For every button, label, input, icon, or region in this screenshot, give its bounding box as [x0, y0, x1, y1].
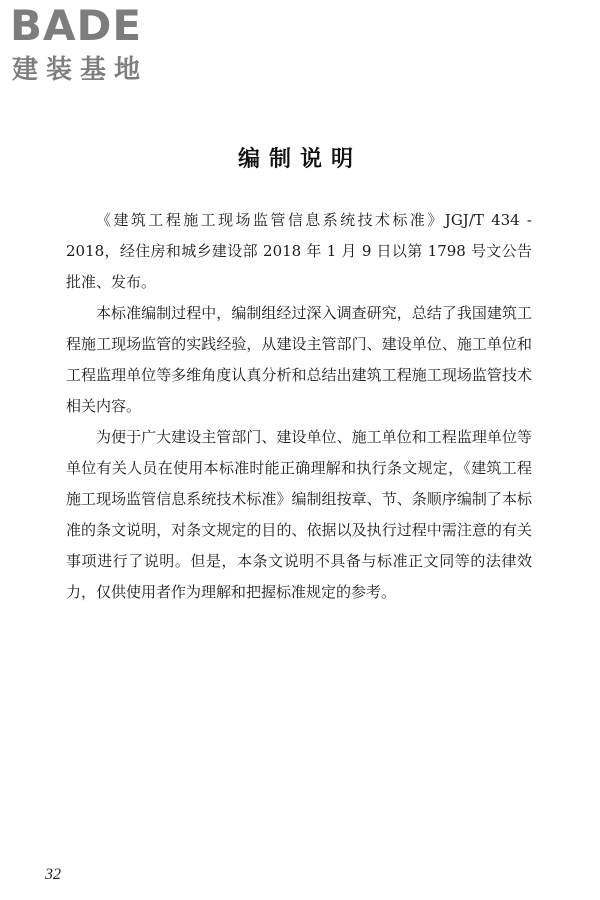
bade-logo — [10, 2, 180, 92]
page-number: 32 — [45, 866, 61, 883]
paragraph-3: 为便于广大建设主管部门、建设单位、施工单位和工程监理单位等单位有关人员在使用本标准时能正确理解和执行条文规定，《建筑工程施工现场监管信息系统技术标准》编制组按章、节、条顺序编制了本标准的条文说明，对条文规定的目的、依据以及执行过程中需注意的有关事项进行了说明。但是，本条文说明不具备与标准正文同等的法律效力，仅供使用者作为理解和把握标准规定的参考。 — [66, 428, 532, 601]
paragraph-2: 本标准编制过程中，编制组经过深入调查研究，总结了我国建筑工程施工现场监管的实践经验，从建设主管部门、建设单位、施工单位和工程监理单位等多维角度认真分析和总结出建筑工程施工现场监管技术相关内容。 — [66, 304, 532, 415]
body-text — [66, 205, 532, 608]
page-title: 编制说明 — [237, 147, 362, 172]
logo-subtitle: 建装基地 — [12, 55, 149, 85]
logo-wordmark: BADE — [10, 1, 143, 50]
paragraph-1: 《建筑工程施工现场监管信息系统技术标准》JGJ/T 434 - 2018，经住房和城乡建设部 2018 年 1 月 9 日以第 1798 号文公告批准、发布。 — [66, 211, 532, 291]
